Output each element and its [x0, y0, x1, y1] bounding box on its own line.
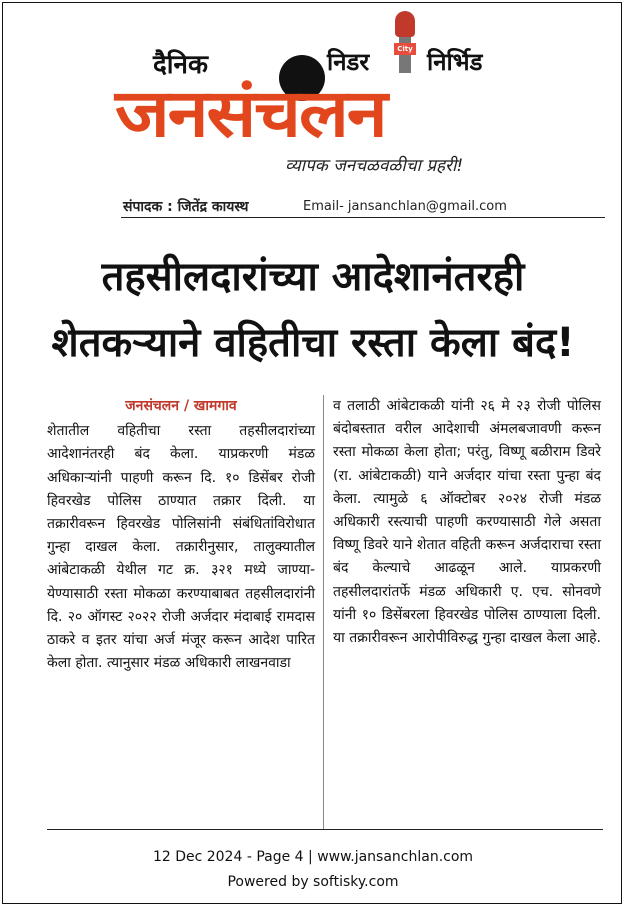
headline-line-2: शेतकऱ्याने वहितीचा रस्ता केला बंद! [51, 320, 575, 366]
tagline: व्यापक जनचळवळीचा प्रहरी! [285, 156, 464, 176]
article-column-right [333, 395, 601, 650]
footer-divider [47, 829, 603, 830]
dateline: जनसंचलन / खामगाव [125, 398, 237, 414]
column-divider [323, 395, 324, 829]
article-column-left [47, 395, 315, 675]
contact-email: Email- jansanchlan@gmail.com [303, 199, 507, 214]
right-column-text: व तलाठी आंबेटाकळी यांनी २६ मे २३ रोजी पोलिस बंदोबस्तात वरील आदेशाची अंमलबजावणी करून रस्ता मोकळा केला होता; परंतु, विष्णू बळीराम डिवरे (रा. आंबेटाकळी) याने अर्जदार यांचा रस्ता पुन्हा बंद केला. त्यामुळे ६ ऑक्टोबर २०२४ रोजी मंडळ अधिकारी रस्त्याची पाहणी करण्यासाठी गेले असता विष्णू डिवरे याने शेतात वहिती करून अर्जदाराचा रस्ता बंद केल्याचे आढळून आले. याप्रकरणी तहसीलदारांतर्फे मंडळ अधिकारी ए. एच. सोनवणे यांनी १० डिसेंबरला हिवरखेड पोलिस ठाण्याला दिली. या तक्रारीवरून आरोपीविरुद्ध गुन्हा दाखल केला आहे. [333, 398, 601, 647]
microphone-icon [395, 11, 415, 73]
daily-label: दैनिक [153, 50, 208, 80]
newspaper-clipping [2, 2, 622, 904]
nirbhid-label: निर्भिड [427, 48, 483, 76]
editor-credit: संपादक : जितेंद्र कायस्थ [123, 199, 249, 215]
footer-powered-by: Powered by softisky.com [227, 874, 399, 890]
microphone-head [395, 11, 415, 37]
footer-page-info: 12 Dec 2024 - Page 4 | www.jansanchlan.com [152, 849, 474, 865]
left-column-text: शेतातील वहितीचा रस्ता तहसीलदारांच्या आदेशानंतरही बंद केला. याप्रकरणी मंडळ अधिकाऱ्यांनी पाहणी करून दि. १० डिसेंबर रोजी हिवरखेड पोलिस ठाण्यात तक्रार दिली. या तक्रारीवरून हिवरखेड पोलिसांनी संबंधितांविरोधात गुन्हा दाखल केला. तक्रारीनुसार, तालुक्यातील आंबेटाकळी येथील गट क्र. ३२१ मध्ये जाण्या-येण्यासाठी रस्ता मोकळा करण्याबाबत तहसीलदारांनी दि. २० ऑगस्ट २०२२ रोजी अर्जदार मंदाबाई रामदास ठाकरे व इतर यांचा अर्ज मंजूर करून आदेश पारित केला होता. त्यानुसार मंडळ अधिकारी लाखनवाडा [47, 423, 315, 672]
brand-logo: जनसंचलन [115, 75, 386, 152]
microphone-label: City [394, 43, 416, 55]
headline-line-1: तहसीलदारांच्या आदेशानंतरही [101, 254, 525, 300]
masthead-divider [121, 217, 605, 218]
nidar-label: निडर [327, 48, 370, 76]
masthead [3, 3, 622, 203]
